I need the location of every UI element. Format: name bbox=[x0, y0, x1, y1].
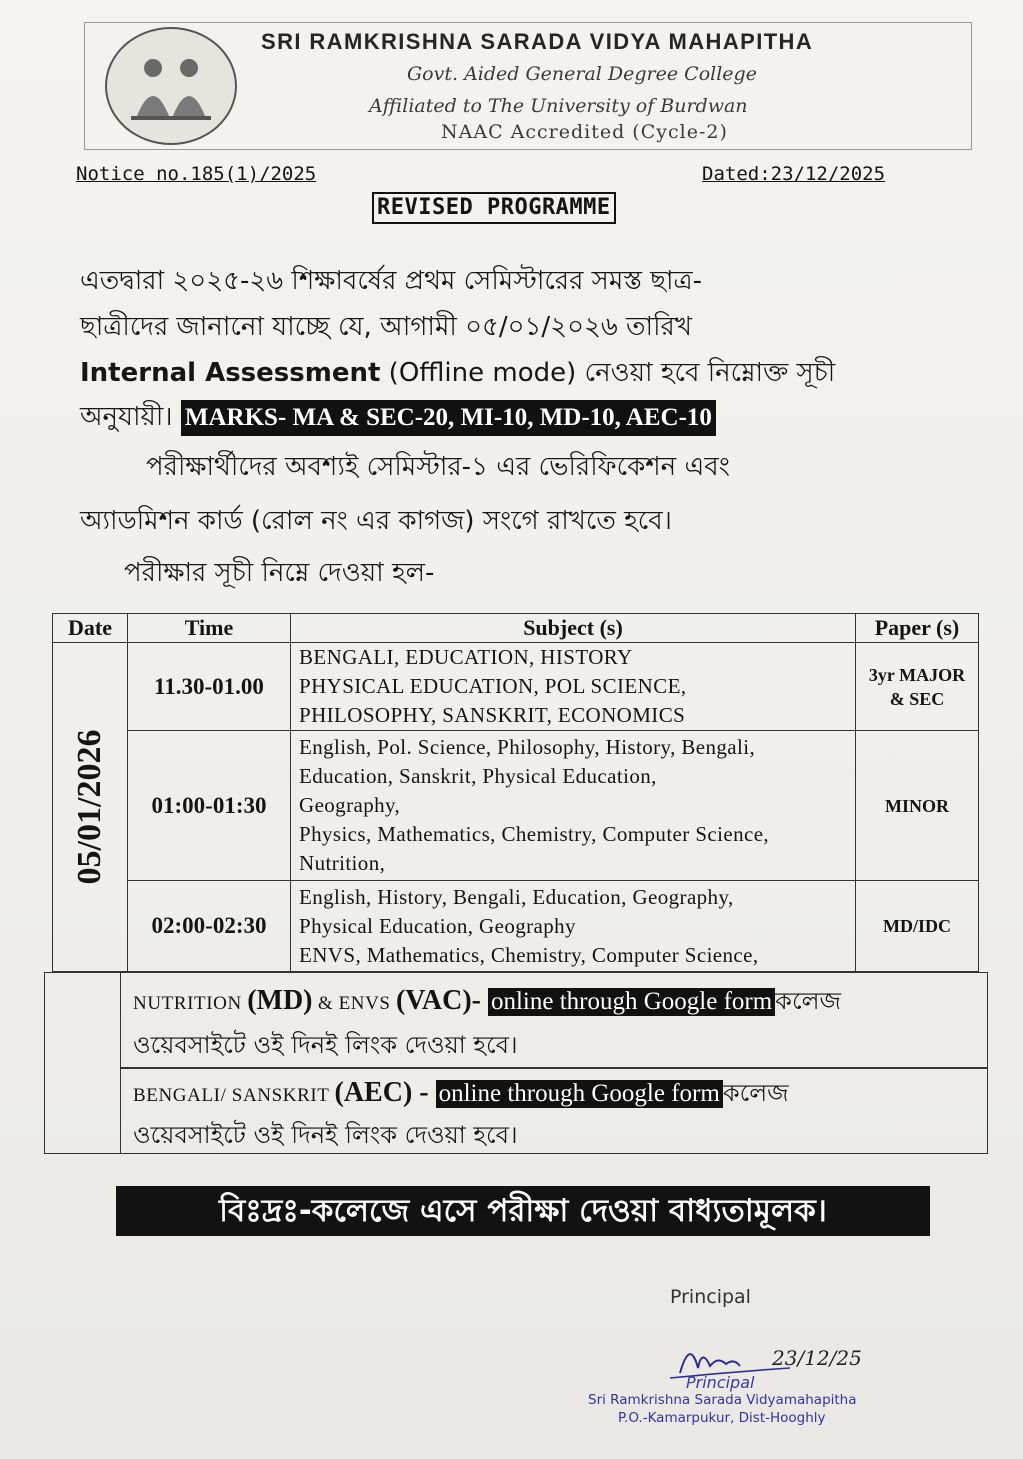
body-line-2: ছাত্রীদের জানানো যাচ্ছে যে, আগামী ০৫/০১/২০২৬ তারিখ bbox=[80, 312, 692, 342]
college-type: Govt. Aided General Degree College bbox=[407, 63, 757, 85]
table-row bbox=[53, 731, 979, 881]
paper-line: MD/IDC bbox=[883, 916, 951, 936]
subject-name: BENGALI/ SANSKRIT bbox=[133, 1085, 335, 1106]
stamp-principal: Principal bbox=[686, 1373, 755, 1392]
subject-line: PHILOSOPHY, SANSKRIT, ECONOMICS bbox=[299, 703, 686, 727]
marks-box: MARKS- MA & SEC-20, MI-10, MD-10, AEC-10 bbox=[181, 400, 716, 436]
row-subjects bbox=[291, 643, 856, 731]
header-date: Date bbox=[53, 614, 128, 643]
subject-line: PHYSICAL EDUCATION, POL SCIENCE, bbox=[299, 674, 687, 698]
college-name: SRI RAMKRISHNA SARADA VIDYA MAHAPITHA bbox=[261, 29, 814, 54]
naac-status: NAAC Accredited (Cycle-2) bbox=[441, 121, 728, 143]
principal-label: Principal bbox=[670, 1286, 751, 1308]
online-note-line-1 bbox=[133, 1075, 789, 1115]
signature-date: 23/12/25 bbox=[772, 1346, 862, 1370]
internal-assessment-label: Internal Assessment bbox=[80, 358, 381, 388]
row-paper bbox=[856, 731, 979, 881]
row-time: 02:00-02:30 bbox=[128, 881, 291, 972]
paper-line: 3yr MAJOR bbox=[868, 664, 966, 685]
online-note-line-2: ওয়েবসাইটে ওই দিনই লিংক দেওয়া হবে। bbox=[133, 1121, 518, 1149]
paper-line: & SEC bbox=[889, 688, 945, 709]
nb-note: বিঃদ্রঃ-কলেজে এসে পরীক্ষা দেওয়া বাধ্যতামূলক। bbox=[116, 1186, 930, 1236]
google-form-highlight: online through Google form bbox=[436, 1080, 723, 1108]
subject-name: NUTRITION bbox=[133, 993, 248, 1014]
row-time: 11.30-01.00 bbox=[128, 643, 291, 731]
body-line-4 bbox=[80, 396, 970, 440]
paper-line: MINOR bbox=[885, 795, 949, 816]
header-subject: Subject (s) bbox=[291, 614, 856, 643]
stamp-address: P.O.-Kamarpukur, Dist-Hooghly bbox=[618, 1410, 826, 1426]
separator: - bbox=[471, 985, 488, 1016]
body-line-1: এতদ্বারা ২০২৫-২৬ শিক্ষাবর্ষের প্রথম সেমিস্টারের সমস্ত ছাত্র- bbox=[80, 266, 703, 296]
subject-name: & ENVS bbox=[312, 993, 396, 1014]
row-subjects bbox=[291, 731, 856, 881]
college-word: কলেজ bbox=[775, 987, 841, 1015]
separator: - bbox=[412, 1077, 436, 1108]
notice-date: Dated:23/12/2025 bbox=[702, 163, 886, 185]
exam-schedule-table bbox=[52, 613, 979, 972]
letterhead bbox=[84, 22, 972, 150]
table-border-extension bbox=[44, 972, 120, 1154]
subject-line: Education, Sanskrit, Physical Education, bbox=[299, 764, 657, 788]
table-row bbox=[53, 643, 979, 731]
college-logo bbox=[105, 27, 237, 145]
online-exam-note-aec bbox=[120, 1068, 988, 1154]
table-row bbox=[53, 881, 979, 972]
exam-date-cell bbox=[53, 643, 128, 972]
body-line-3 bbox=[80, 352, 970, 396]
header-paper: Paper (s) bbox=[856, 614, 979, 643]
body-line-5: পরীক্ষার্থীদের অবশ্যই সেমিস্টার-১ এর ভেরিফিকেশন এবং bbox=[146, 452, 730, 482]
body-line-6: অ্যাডমিশন কার্ড (রোল নং এর কাগজ) সংগে রাখতে হবে। bbox=[80, 506, 672, 536]
google-form-highlight: online through Google form bbox=[488, 988, 775, 1016]
online-note-line-2: ওয়েবসাইটে ওই দিনই লিংক দেওয়া হবে। bbox=[133, 1031, 518, 1059]
header-time: Time bbox=[128, 614, 291, 643]
subject-line: English, History, Bengali, Education, Geography, bbox=[299, 884, 734, 909]
subject-line: BENGALI, EDUCATION, HISTORY bbox=[299, 645, 633, 669]
exam-date: 05/01/2026 bbox=[71, 729, 108, 885]
row-time: 01:00-01:30 bbox=[128, 731, 291, 881]
row-subjects bbox=[291, 881, 856, 972]
schedule-intro: পরীক্ষার সূচী নিম্নে দেওয়া হল- bbox=[124, 558, 435, 588]
paper-code: (AEC) bbox=[334, 1077, 413, 1108]
subject-line: Nutrition, bbox=[299, 851, 386, 875]
notice-heading: REVISED PROGRAMME bbox=[372, 192, 616, 224]
paper-code: (VAC) bbox=[395, 985, 472, 1016]
subject-line: Physical Education, Geography bbox=[299, 913, 576, 938]
college-affiliation: Affiliated to The University of Burdwan bbox=[369, 95, 748, 117]
stamp-college-name: Sri Ramkrishna Sarada Vidyamahapitha bbox=[588, 1392, 857, 1408]
body-line-4-text: অনুযায়ী। bbox=[80, 402, 173, 432]
online-note-line-1 bbox=[133, 983, 841, 1023]
notice-number: Notice no.185(1)/2025 bbox=[76, 163, 317, 185]
row-paper bbox=[856, 881, 979, 972]
subject-line: Physics, Mathematics, Chemistry, Computer Science, bbox=[299, 822, 770, 846]
table-header-row bbox=[53, 614, 979, 643]
paper-code: (MD) bbox=[247, 985, 313, 1016]
row-paper bbox=[856, 643, 979, 731]
college-word: কলেজ bbox=[722, 1079, 789, 1107]
subject-line: English, Pol. Science, Philosophy, History, Bengali, bbox=[299, 735, 756, 759]
subject-line: Geography, bbox=[299, 793, 401, 817]
subject-line: ENVS, Mathematics, Chemistry, Computer Science, bbox=[299, 942, 759, 967]
online-exam-note-md-vac bbox=[120, 972, 988, 1068]
body-line-3-rest: (Offline mode) নেওয়া হবে নিম্নোক্ত সূচী bbox=[380, 358, 836, 388]
